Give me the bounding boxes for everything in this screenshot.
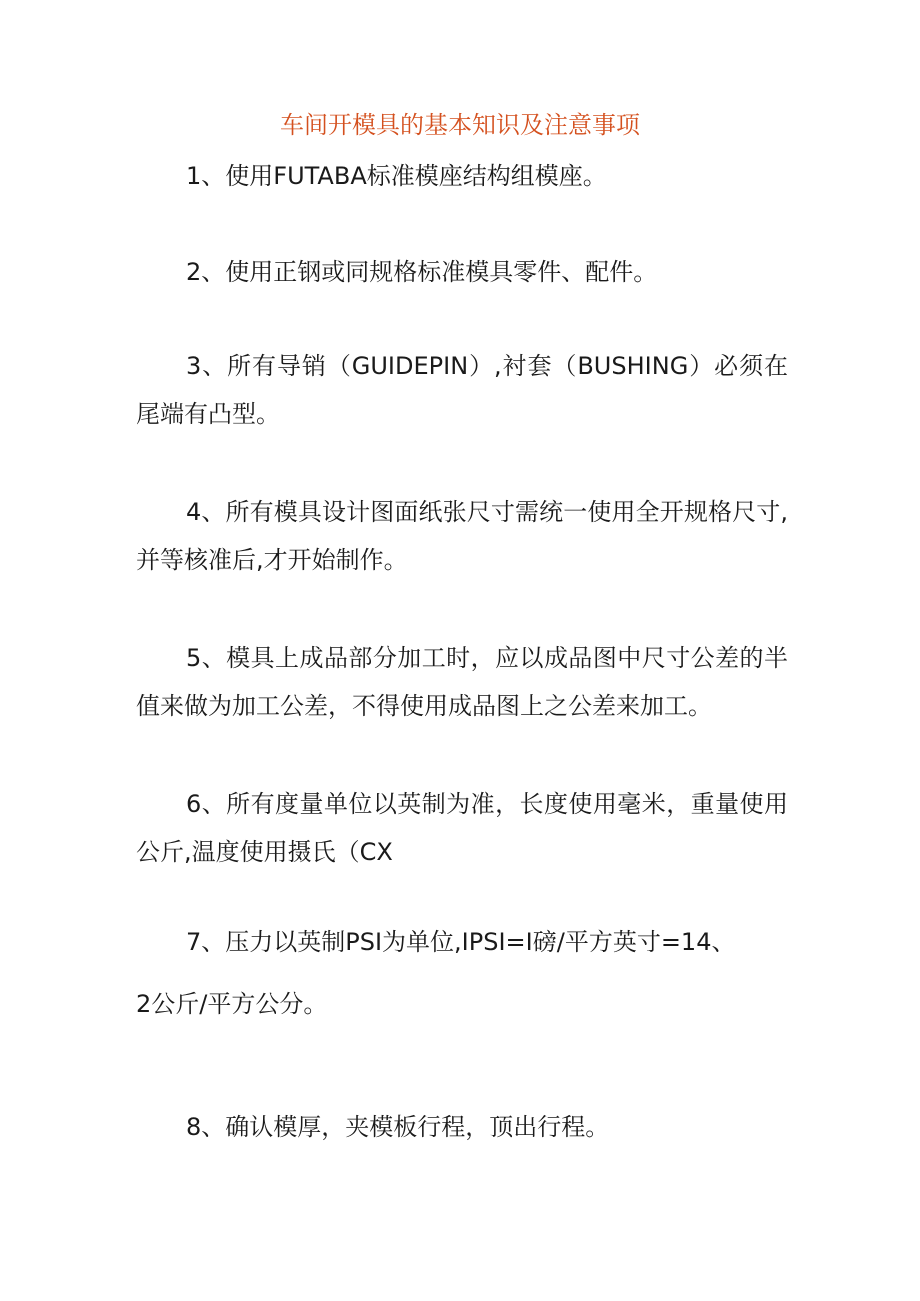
paragraph-6: 6、所有度量单位以英制为准，长度使用毫米，重量使用公斤,温度使用摄氏（CX	[136, 790, 788, 866]
paragraph-1: 1、使用FUTABA标准模座结构组模座。	[186, 162, 607, 190]
paragraph-7-line-2: 2公斤/平方公分。	[136, 990, 328, 1018]
paragraph-8: 8、确认模厚，夹模板行程，顶出行程。	[186, 1113, 610, 1141]
document-title: 车间开模具的基本知识及注意事项	[280, 111, 640, 139]
paragraph-2: 2、使用正钢或同规格标准模具零件、配件。	[186, 258, 658, 286]
paragraph-7-line-1: 7、压力以英制PSI为单位,IPSI=I磅/平方英寸=14、	[186, 928, 736, 956]
paragraph-5: 5、模具上成品部分加工时，应以成品图中尺寸公差的半值来做为加工公差，不得使用成品图上之公差来加工。	[136, 644, 788, 720]
paragraph-3: 3、所有导销（GUIDEPIN）,衬套（BUSHING）必须在尾端有凸型。	[136, 352, 788, 428]
paragraph-4: 4、所有模具设计图面纸张尺寸需统一使用全开规格尺寸,并等核准后,才开始制作。	[136, 498, 788, 574]
